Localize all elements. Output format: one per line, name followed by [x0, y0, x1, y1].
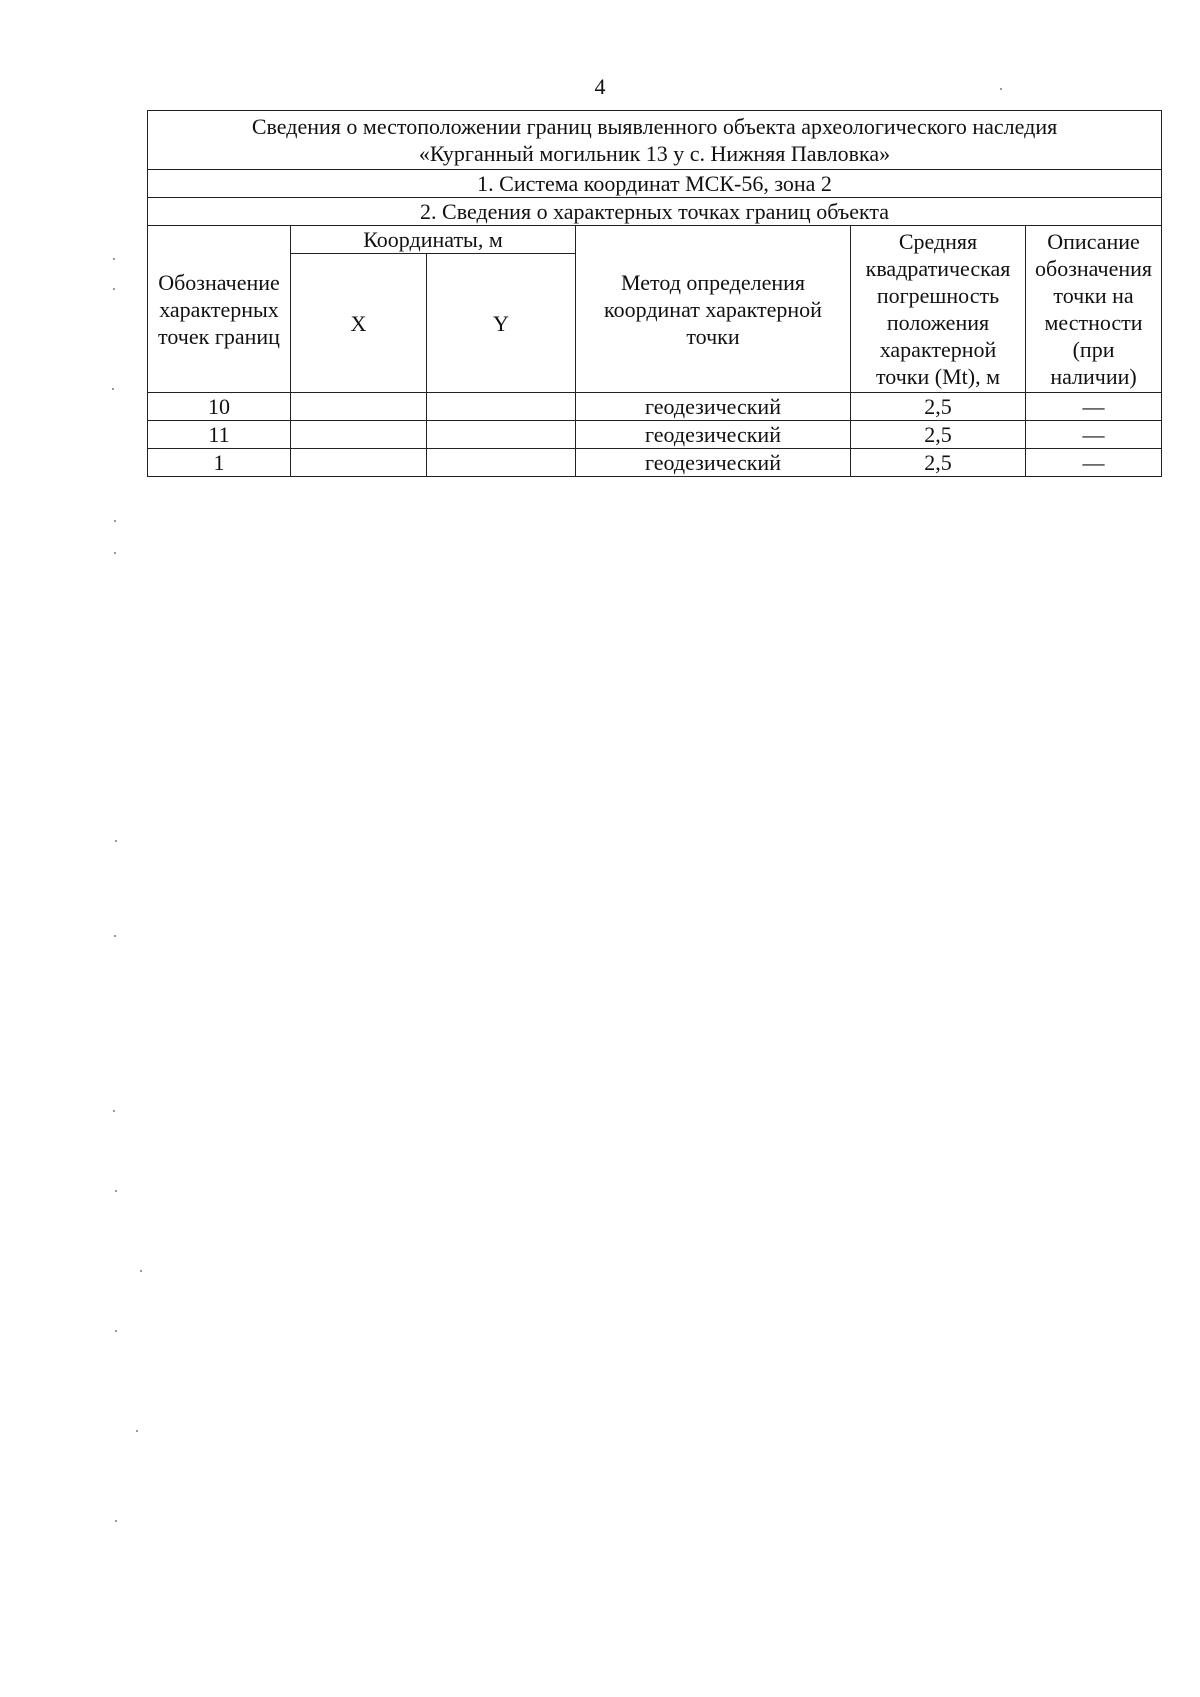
scan-speckle: [114, 520, 116, 522]
table-row: [148, 449, 1162, 477]
cell-x: [291, 393, 427, 421]
boundary-points-table: [147, 110, 1162, 477]
scan-speckle: [115, 1330, 117, 1332]
cell-x: [291, 421, 427, 449]
scan-speckle: [1000, 88, 1002, 90]
table-title: [148, 111, 1162, 170]
scan-speckle: [140, 1270, 142, 1272]
cell-error: 2,5: [851, 421, 1026, 449]
scan-speckle: [115, 1190, 117, 1192]
cell-method: геодезический: [576, 421, 851, 449]
scan-speckle: [114, 935, 116, 937]
table-row: [148, 421, 1162, 449]
coordinate-system-text: 1. Система координат МСК-56, зона 2: [148, 170, 1162, 198]
cell-description: —: [1026, 421, 1162, 449]
cell-y: [427, 421, 576, 449]
table-title-line-2: «Курганный могильник 13 у с. Нижняя Павловка»: [418, 141, 891, 166]
header-x: X: [291, 254, 427, 393]
header-description: Описание обозначения точки на местности (при наличии): [1026, 226, 1162, 393]
cell-error: 2,5: [851, 393, 1026, 421]
header-row-1: [148, 226, 1162, 254]
coordinate-system-row: [148, 170, 1162, 198]
cell-x: [291, 449, 427, 477]
points-section-text: 2. Сведения о характерных точках границ объекта: [148, 198, 1162, 226]
scan-speckle: [114, 552, 116, 554]
cell-error: 2,5: [851, 449, 1026, 477]
header-point: Обозначение характерных точек границ: [148, 226, 291, 393]
scan-speckle: [113, 258, 115, 260]
table-title-line-1: Сведения о местоположении границ выявленного объекта археологического наследия: [251, 114, 1058, 139]
scan-speckle: [115, 1520, 117, 1522]
header-method: Метод определения координат характерной точки: [576, 226, 851, 393]
cell-point: 1: [148, 449, 291, 477]
scan-speckle: [136, 1430, 138, 1432]
header-error: Средняя квадратическая погрешность положения характерной точки (Mt), м: [851, 226, 1026, 393]
cell-point: 10: [148, 393, 291, 421]
header-coordinates: Координаты, м: [291, 226, 576, 254]
table-row: [148, 393, 1162, 421]
scan-speckle: [113, 1110, 115, 1112]
cell-y: [427, 393, 576, 421]
scan-speckle: [112, 388, 114, 390]
header-y: Y: [427, 254, 576, 393]
scan-speckle: [113, 288, 115, 290]
cell-y: [427, 449, 576, 477]
cell-description: —: [1026, 393, 1162, 421]
scan-speckle: [115, 840, 117, 842]
cell-point: 11: [148, 421, 291, 449]
title-row: [148, 111, 1162, 170]
page-number: 4: [594, 74, 606, 99]
cell-method: геодезический: [576, 449, 851, 477]
cell-method: геодезический: [576, 393, 851, 421]
points-section-row: [148, 198, 1162, 226]
cell-description: —: [1026, 449, 1162, 477]
